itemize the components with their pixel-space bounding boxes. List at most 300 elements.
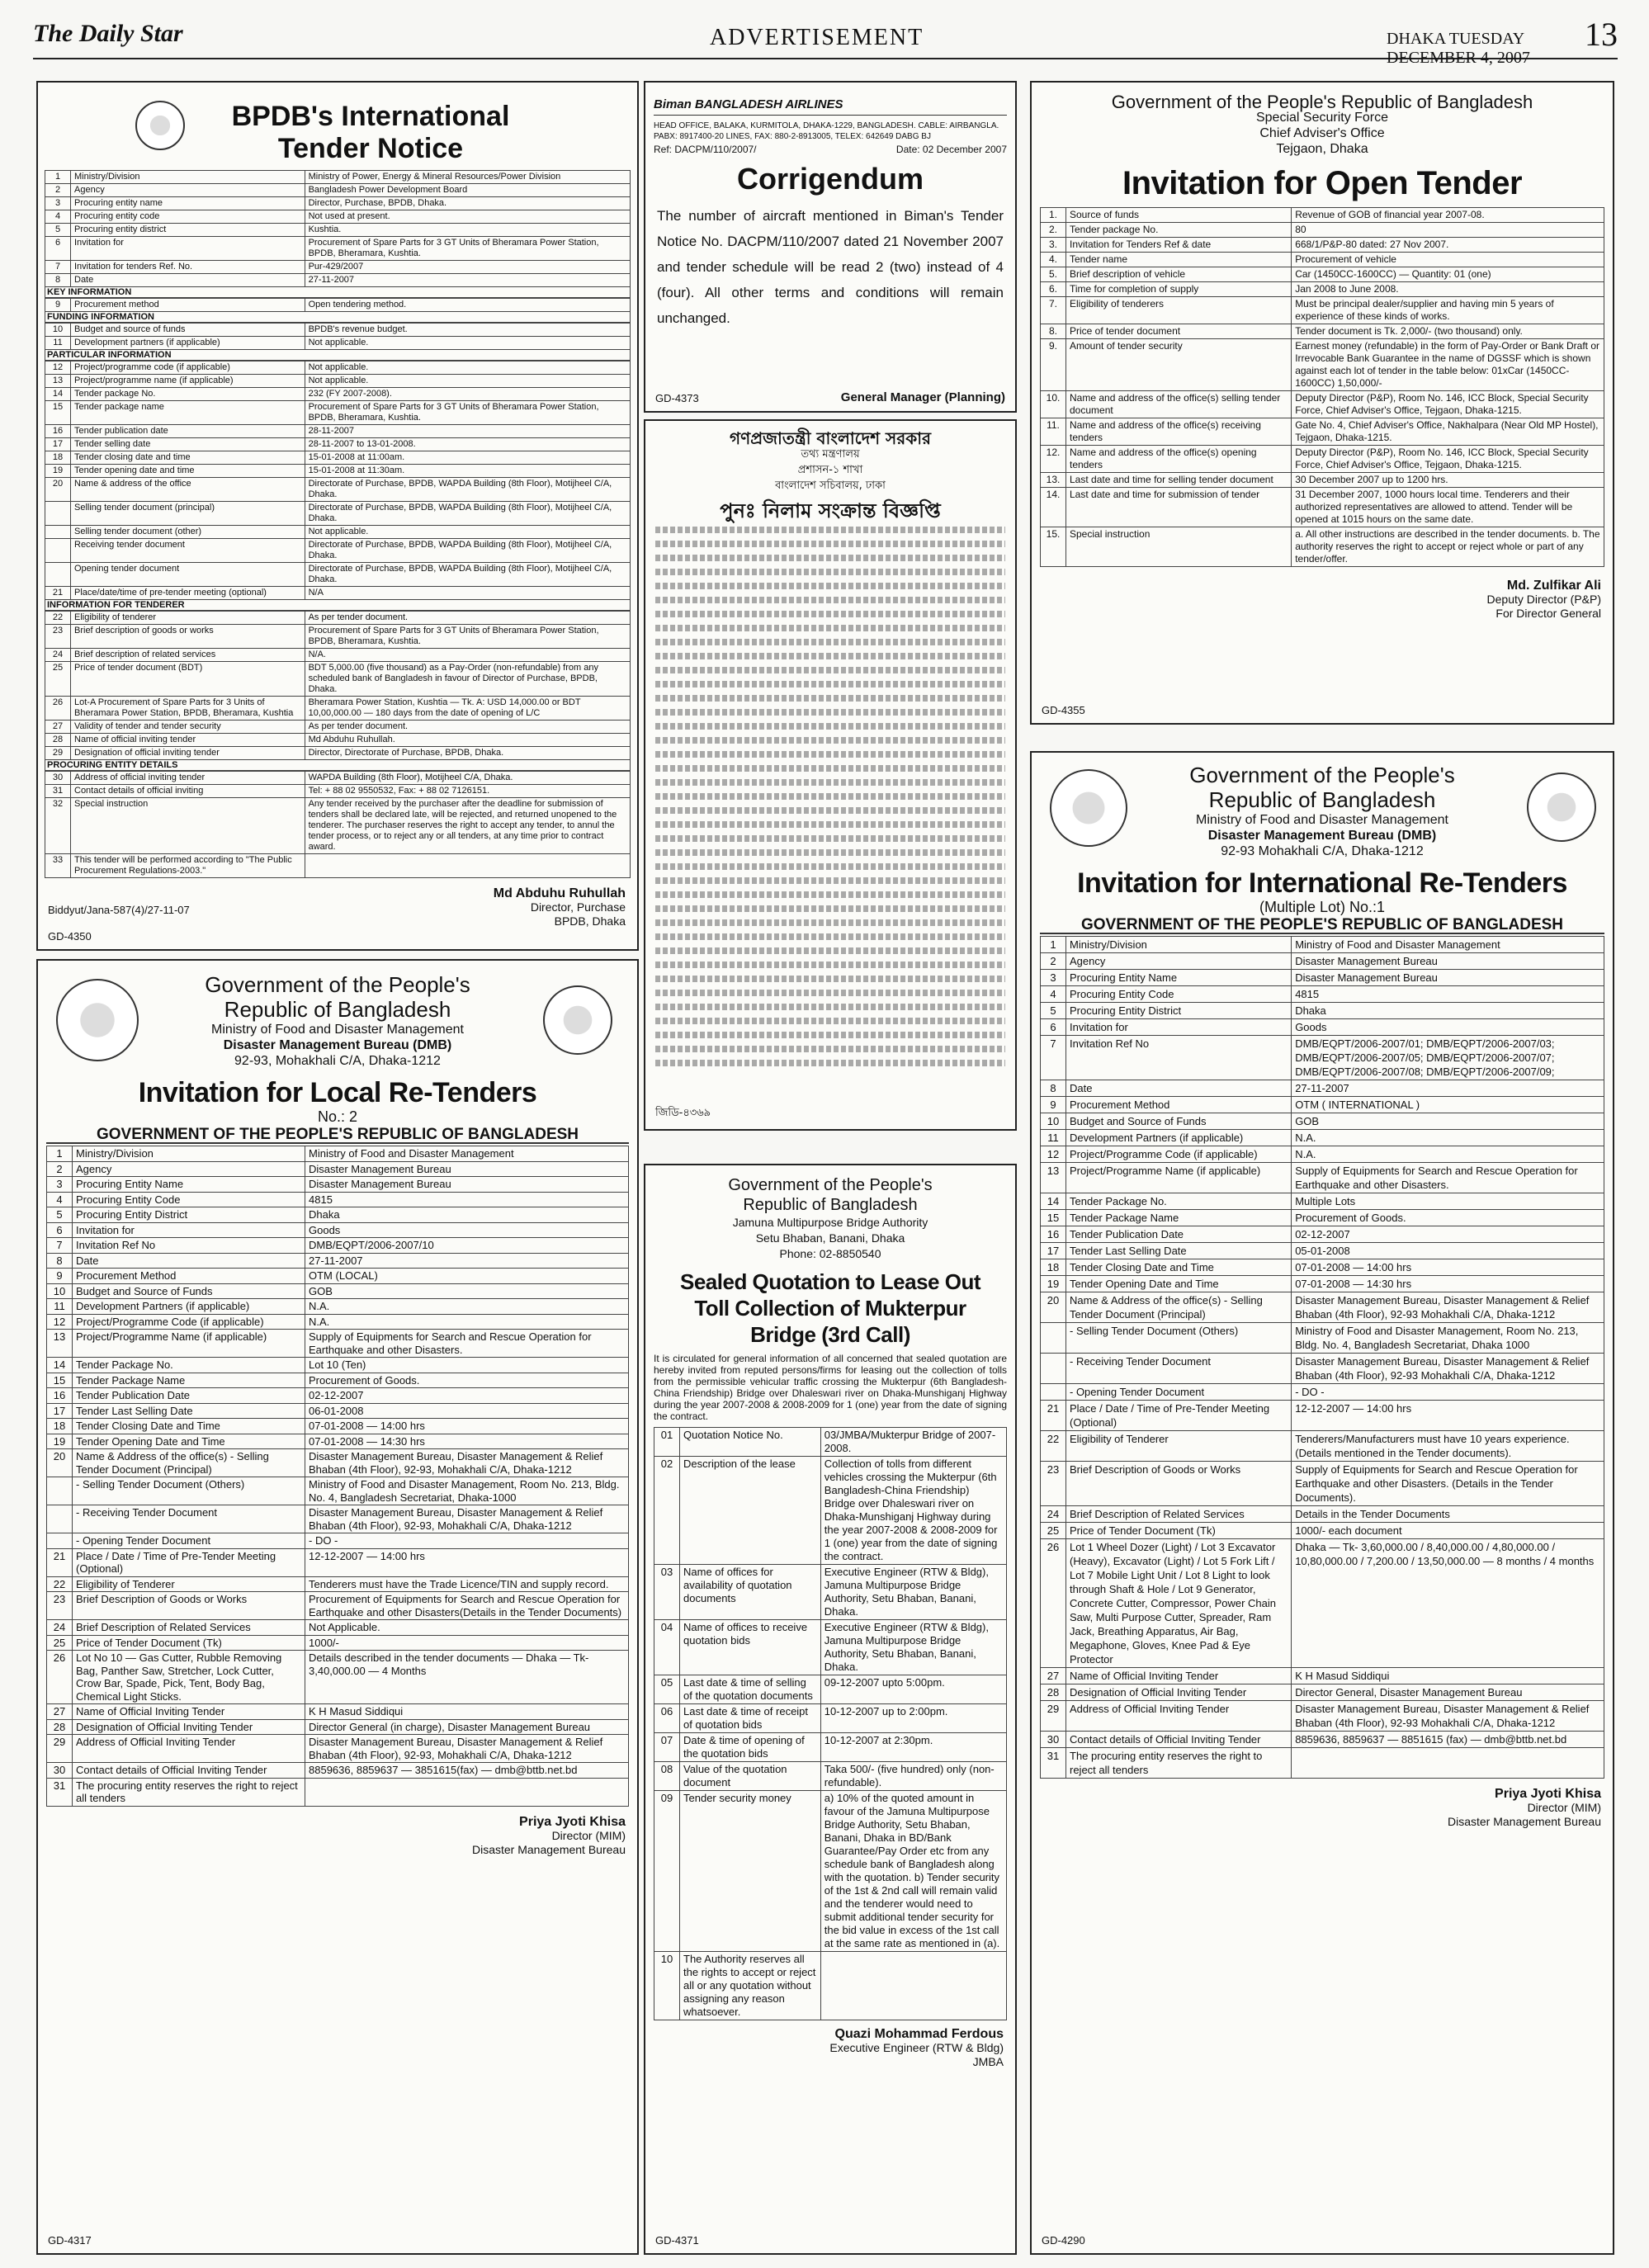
- table-row: [45, 197, 631, 210]
- row-value: Executive Engineer (RTW & Bldg), Jamuna Multipurpose Bridge Authority, Setu Bhaban, Banani, Dhaka.: [820, 1565, 1006, 1620]
- bpdb-ref: Biddyut/Jana-587(4)/27-11-07: [48, 904, 190, 916]
- row-number: 11: [45, 337, 71, 350]
- row-value: 15-01-2008 at 11:00am.: [305, 451, 630, 465]
- table-row: [1041, 208, 1604, 223]
- jamuna-quotation-ad: [644, 1164, 1017, 2255]
- row-number: 30: [1041, 1732, 1066, 1748]
- row-number: 2: [45, 184, 71, 197]
- row-number: 9.: [1041, 339, 1066, 391]
- biman-corrigendum-ad: [644, 81, 1017, 413]
- dmb-local-sig-org: Disaster Management Bureau: [472, 1842, 626, 1856]
- dmb-local-line-3: 92-93, Mohakhali C/A, Dhaka-1212: [234, 1054, 441, 1068]
- row-number: 32: [45, 798, 71, 854]
- table-row: [45, 734, 631, 747]
- row-number: 10: [45, 324, 71, 337]
- row-label: Tender publication date: [71, 425, 305, 438]
- table-row: [1041, 282, 1604, 297]
- row-number: 16: [45, 425, 71, 438]
- row-number: 8: [47, 1253, 73, 1269]
- table-row: [1041, 1163, 1604, 1193]
- row-value: Tender document is Tk. 2,000/- (two thousand) only.: [1292, 324, 1604, 339]
- row-number: 1: [47, 1146, 73, 1162]
- table-row: [654, 1428, 1007, 1457]
- row-number: [1041, 1384, 1066, 1401]
- row-number: [47, 1533, 73, 1549]
- row-value: Not used at present.: [305, 210, 630, 224]
- row-label: Description of the lease: [680, 1457, 821, 1565]
- biman-date: Date: 02 December 2007: [895, 144, 1007, 155]
- row-number: 4.: [1041, 253, 1066, 267]
- row-value: 232 (FY 2007-2008).: [305, 388, 630, 401]
- jamuna-line-1: Jamuna Multipurpose Bridge Authority: [732, 1216, 928, 1229]
- table-row: [47, 1269, 629, 1284]
- dmb-local-signature: [38, 1815, 626, 1857]
- row-label: Tender Publication Date: [1066, 1226, 1292, 1243]
- row-value: 4815: [305, 1192, 629, 1207]
- row-number: 23: [45, 625, 71, 649]
- row-number: 14.: [1041, 488, 1066, 527]
- dmb-local-title-2: Republic of Bangladesh: [224, 997, 451, 1022]
- table-row: [1041, 1146, 1604, 1163]
- row-label: Invitation for: [73, 1222, 305, 1238]
- row-value: Disaster Management Bureau, Disaster Management & Relief Bhaban (4th Floor), 92-93 Mohakhali C/A, Dhaka-1212: [1292, 1354, 1604, 1384]
- row-value: BPDB's revenue budget.: [305, 324, 630, 337]
- row-value: As per tender document.: [305, 721, 630, 734]
- row-label: Name and address of the office(s) selling tender document: [1066, 391, 1292, 418]
- row-number: 7.: [1041, 297, 1066, 324]
- table-row: [45, 539, 631, 563]
- row-value: K H Masud Siddiqui: [305, 1704, 629, 1720]
- table-row: [45, 721, 631, 734]
- ssf-code: GD-4355: [1042, 704, 1085, 716]
- row-value: N.A.: [305, 1314, 629, 1330]
- row-label: Last date & time of selling of the quotation documents: [680, 1675, 821, 1704]
- bpdb-section-part: PARTICULAR INFORMATION: [45, 350, 631, 361]
- row-label: Eligibility of tenderers: [1066, 297, 1292, 324]
- bpdb-section-info: INFORMATION FOR TENDERER: [45, 600, 631, 611]
- row-value: Not applicable.: [305, 526, 630, 539]
- row-label: Name of offices to receive quotation bids: [680, 1620, 821, 1675]
- row-value: Procurement of Goods.: [1292, 1210, 1604, 1226]
- table-row: [47, 1735, 629, 1763]
- table-row: [45, 438, 631, 451]
- ssf-sig-name: Md. Zulfikar Ali: [1506, 579, 1601, 593]
- row-label: Project/programme name (if applicable): [71, 375, 305, 388]
- row-label: Agency: [71, 184, 305, 197]
- row-value: Disaster Management Bureau: [1292, 953, 1604, 970]
- row-value: Director, Purchase, BPDB, Dhaka.: [305, 197, 630, 210]
- row-label: - Opening Tender Document: [1066, 1384, 1292, 1401]
- row-value: 07-01-2008 — 14:00 hrs: [305, 1419, 629, 1434]
- row-number: 29: [47, 1735, 73, 1763]
- bpdb-title-2: Tender Notice: [277, 133, 464, 164]
- jamuna-line-2: Setu Bhaban, Banani, Dhaka: [755, 1231, 905, 1245]
- row-number: 11: [47, 1299, 73, 1315]
- table-row: [654, 1762, 1007, 1791]
- row-number: 4: [1041, 986, 1066, 1003]
- table-row: [47, 1192, 629, 1207]
- row-number: 25: [1041, 1523, 1066, 1539]
- row-number: 8: [1041, 1080, 1066, 1097]
- row-label: Brief description of related services: [71, 649, 305, 662]
- row-value: Ministry of Food and Disaster Management: [1292, 937, 1604, 953]
- row-label: Tender Package Name: [1066, 1210, 1292, 1226]
- row-number: 18: [1041, 1259, 1066, 1276]
- row-value: Director General (in charge), Disaster Management Bureau: [305, 1719, 629, 1735]
- row-number: 15: [1041, 1210, 1066, 1226]
- table-row: [45, 375, 631, 388]
- row-label: Procurement method: [71, 299, 305, 312]
- row-label: Invitation for tenders Ref. No.: [71, 261, 305, 274]
- row-value: 05-01-2008: [1292, 1243, 1604, 1259]
- row-number: 1: [1041, 937, 1066, 953]
- bangla-line-2: প্রশাসন-১ শাখা: [797, 464, 863, 476]
- row-label: Brief description of goods or works: [71, 625, 305, 649]
- row-value: Ministry of Power, Energy & Mineral Resources/Power Division: [305, 171, 630, 184]
- table-row: [47, 1146, 629, 1162]
- row-number: 12: [47, 1314, 73, 1330]
- row-label: Name and address of the office(s) opening tenders: [1066, 446, 1292, 473]
- table-row: [1041, 473, 1604, 488]
- row-label: Contact details of official inviting: [71, 785, 305, 798]
- issue-date: DHAKA TUESDAY DECEMBER 4, 2007: [1387, 30, 1530, 67]
- row-number: 14: [45, 388, 71, 401]
- table-row: [47, 1576, 629, 1592]
- table-row: [47, 1434, 629, 1449]
- dmb-intl-title-1: Government of the People's: [1189, 763, 1455, 787]
- table-row: [45, 184, 631, 197]
- row-number: 20: [1041, 1292, 1066, 1323]
- table-row: [1041, 446, 1604, 473]
- row-value: N.A.: [305, 1299, 629, 1315]
- row-value: OTM (LOCAL): [305, 1269, 629, 1284]
- table-row: [654, 1733, 1007, 1762]
- table-row: [47, 1222, 629, 1238]
- row-label: Procuring Entity Code: [73, 1192, 305, 1207]
- bangla-title: গণপ্রজাতন্ত্রী বাংলাদেশ সরকার: [730, 428, 931, 448]
- row-label: Eligibility of Tenderer: [1066, 1431, 1292, 1462]
- row-value: N/A: [305, 587, 630, 600]
- bangla-code: জিডি-৪৩৬৯: [655, 1107, 711, 1119]
- row-value: 12-12-2007 — 14:00 hrs: [305, 1548, 629, 1576]
- row-value: Directorate of Purchase, BPDB, WAPDA Building (8th Floor), Motijheel C/A, Dhaka.: [305, 539, 630, 563]
- row-value: Collection of tolls from different vehicles crossing the Mukterpur (6th Bangladesh-China Friendship) Bridge over Dhaleswari river on Dhaka-Munshiganj Highway during the year 2007-2008 & 2008-2009 for 1 (one) year from the date of signing the contract.: [820, 1457, 1006, 1565]
- table-row: [45, 388, 631, 401]
- row-label: Tender Package No.: [1066, 1193, 1292, 1210]
- row-number: 9: [47, 1269, 73, 1284]
- row-label: Lot 1 Wheel Dozer (Light) / Lot 3 Excavator (Heavy), Excavator (Light) / Lot 5 Fork Lift / Lot 7 Mobile Light Unit / Lot 8 Light to look through Shaft & Hole / Lot 9 Generator, Concrete Cutter, Compressor, Power Chain Saw, Multi Purpose Cutter, Spreader, Ram Jack, Breathing Apparatus, Air Bag, Megaphone, Gloves, Knee Pad & Eye Protector: [1066, 1539, 1292, 1668]
- row-number: 24: [45, 649, 71, 662]
- row-label: Special instruction: [1066, 527, 1292, 567]
- row-value: 8859636, 8859637 — 8851615 (fax) — dmb@bttb.net.bd: [1292, 1732, 1604, 1748]
- ssf-line-3: Tejgaon, Dhaka: [1276, 142, 1368, 156]
- row-label: Time for completion of supply: [1066, 282, 1292, 297]
- row-value: K H Masud Siddiqui: [1292, 1668, 1604, 1684]
- table-row: [45, 563, 631, 587]
- row-label: Place / Date / Time of Pre-Tender Meeting (Optional): [1066, 1401, 1292, 1431]
- row-value: Bangladesh Power Development Board: [305, 184, 630, 197]
- table-row: [1041, 1506, 1604, 1523]
- table-row: [1041, 1684, 1604, 1701]
- table-row: [47, 1620, 629, 1636]
- row-number: 22: [45, 612, 71, 625]
- table-row: [1041, 223, 1604, 238]
- row-number: [1041, 1354, 1066, 1384]
- row-value: Procurement of Equipments for Search and Rescue Operation for Earthquake and other Disasters(Details in the Tender Documents): [305, 1592, 629, 1620]
- row-value: Revenue of GOB of financial year 2007-08.: [1292, 208, 1604, 223]
- row-label: Lot No 10 — Gas Cutter, Rubble Removing Bag, Panther Saw, Stretcher, Lock Cutter, Crow Bar, Spade, Pick, Tent, Body Bag, Chemical Light Sticks.: [73, 1651, 305, 1704]
- row-number: 13: [1041, 1163, 1066, 1193]
- page-number: 13: [1585, 16, 1618, 53]
- table-row: [45, 261, 631, 274]
- row-number: 21: [45, 587, 71, 600]
- row-number: 26: [47, 1651, 73, 1704]
- row-label: Tender package No.: [1066, 223, 1292, 238]
- biman-ref: Ref: DACPM/110/2007/: [654, 144, 757, 155]
- row-value: 07-01-2008 — 14:00 hrs: [1292, 1259, 1604, 1276]
- table-row: [47, 1651, 629, 1704]
- row-label: Tender Opening Date and Time: [73, 1434, 305, 1449]
- ssf-table: [1040, 207, 1604, 567]
- row-value: 07-01-2008 — 14:30 hrs: [305, 1434, 629, 1449]
- row-number: 6: [1041, 1019, 1066, 1036]
- row-label: Procuring entity name: [71, 197, 305, 210]
- row-label: Procuring entity code: [71, 210, 305, 224]
- row-number: [1041, 1323, 1066, 1354]
- table-row: [45, 337, 631, 350]
- table-row: [654, 1675, 1007, 1704]
- row-label: Name of Official Inviting Tender: [1066, 1668, 1292, 1684]
- bpdb-section-key: KEY INFORMATION: [45, 287, 631, 298]
- bangla-line-3: বাংলাদেশ সচিবালয়, ঢাকা: [775, 480, 886, 492]
- table-row: [1041, 1019, 1604, 1036]
- row-number: 26: [1041, 1539, 1066, 1668]
- row-value: Gate No. 4, Chief Adviser's Office, Nakhalpara (Near Old MP Hostel), Tejgaon, Dhaka-1215.: [1292, 418, 1604, 446]
- row-label: Name of offices for availability of quotation documents: [680, 1565, 821, 1620]
- row-label: Quotation Notice No.: [680, 1428, 821, 1457]
- row-number: 10.: [1041, 391, 1066, 418]
- bpdb-sig-title: Director, Purchase: [530, 900, 626, 914]
- row-number: 16: [47, 1388, 73, 1404]
- row-number: 14: [1041, 1193, 1066, 1210]
- dmb-logo-icon: [543, 985, 612, 1055]
- row-number: 13.: [1041, 473, 1066, 488]
- row-label: Lot-A Procurement of Spare Parts for 3 Units of Bheramara Power Station, BPDB, Bheramara, Kushtia: [71, 697, 305, 721]
- table-row: [1041, 937, 1604, 953]
- table-row: [47, 1704, 629, 1720]
- row-value: Directorate of Purchase, BPDB, WAPDA Building (8th Floor), Motijheel C/A, Dhaka.: [305, 563, 630, 587]
- row-label: Procurement Method: [73, 1269, 305, 1284]
- dmb-intl-sig-title: Director (MIM): [1527, 1801, 1601, 1814]
- dmb-intl-gov: GOVERNMENT OF THE PEOPLE'S REPUBLIC OF BANGLADESH: [1040, 917, 1604, 934]
- row-number: [45, 539, 71, 563]
- ssf-signature: [1032, 579, 1601, 621]
- row-value: BDT 5,000.00 (five thousand) as a Pay-Order (non-refundable) from any scheduled bank of Bangladesh in favour of Director of Purchase, BPDB, Dhaka.: [305, 662, 630, 697]
- row-label: Amount of tender security: [1066, 339, 1292, 391]
- row-label: Development Partners (if applicable): [1066, 1130, 1292, 1146]
- bangla-line-1: তথ্য মন্ত্রণালয়: [801, 448, 860, 461]
- bpdb-code: GD-4350: [48, 930, 92, 943]
- row-number: 2: [1041, 953, 1066, 970]
- table-row: [45, 478, 631, 502]
- row-label: Invitation for: [71, 237, 305, 261]
- row-number: 6.: [1041, 282, 1066, 297]
- table-row: [654, 1620, 1007, 1675]
- row-label: Development Partners (if applicable): [73, 1299, 305, 1315]
- row-label: Address of Official Inviting Tender: [1066, 1701, 1292, 1732]
- table-row: [47, 1330, 629, 1358]
- table-row: [1041, 1243, 1604, 1259]
- dmb-intl-number: (Multiple Lot) No.:1: [1259, 899, 1386, 915]
- row-number: 9: [45, 299, 71, 312]
- row-label: Tender Last Selling Date: [73, 1403, 305, 1419]
- row-label: Selling tender document (other): [71, 526, 305, 539]
- row-label: Procuring Entity Name: [73, 1177, 305, 1193]
- row-label: Ministry/Division: [1066, 937, 1292, 953]
- bpdb-logo-icon: [135, 101, 185, 150]
- row-label: Invitation Ref No: [73, 1238, 305, 1254]
- jamuna-code: GD-4371: [655, 2234, 699, 2247]
- row-label: Price of Tender Document (Tk): [73, 1635, 305, 1651]
- table-row: [1041, 1523, 1604, 1539]
- row-value: Deputy Director (P&P), Room No. 146, ICC Block, Special Security Force, Chief Adviser's Office, Tejgaon, Dhaka-1215.: [1292, 446, 1604, 473]
- biman-ref-row: [654, 144, 1007, 155]
- row-value: Disaster Management Bureau, Disaster Management & Relief Bhaban (4th Floor), 92-93, Mohakhali C/A, Dhaka-1212: [305, 1449, 629, 1477]
- row-value: Procurement of Spare Parts for 3 GT Units of Bheramara Power Station, BPDB, Bheramara, Kushtia.: [305, 237, 630, 261]
- row-number: 3: [1041, 970, 1066, 986]
- table-row: [1041, 1130, 1604, 1146]
- row-label: Place / Date / Time of Pre-Tender Meeting (Optional): [73, 1548, 305, 1576]
- biman-phone: PABX: 8917400-20 LINES, FAX: 880-2-8913005, TELEX: 642649 DABG BJ: [654, 132, 931, 141]
- table-row: [47, 1299, 629, 1315]
- row-label: - Receiving Tender Document: [73, 1505, 305, 1533]
- table-row: [45, 401, 631, 425]
- dmb-intl-sig-name: Priya Jyoti Khisa: [1495, 1787, 1601, 1801]
- table-row: [654, 1565, 1007, 1620]
- dmb-intl-line-3: 92-93 Mohakhali C/A, Dhaka-1212: [1221, 844, 1424, 858]
- dmb-intl-table: [1040, 936, 1604, 1779]
- dmb-logo-icon: [1527, 773, 1596, 842]
- row-number: 05: [654, 1675, 680, 1704]
- row-number: [45, 563, 71, 587]
- row-label: Contact details of Official Inviting Tender: [1066, 1732, 1292, 1748]
- dmb-local-line-1: Ministry of Food and Disaster Management: [211, 1023, 464, 1037]
- row-number: 7: [47, 1238, 73, 1254]
- row-value: Pur-429/2007: [305, 261, 630, 274]
- jamuna-heading-3: Bridge (3rd Call): [750, 1322, 910, 1347]
- row-number: 07: [654, 1733, 680, 1762]
- table-row: [1041, 391, 1604, 418]
- table-row: [1041, 418, 1604, 446]
- row-label: Procuring Entity Name: [1066, 970, 1292, 986]
- ssf-line-2: Chief Adviser's Office: [1259, 126, 1385, 140]
- row-value: 02-12-2007: [305, 1388, 629, 1404]
- row-value: Goods: [305, 1222, 629, 1238]
- row-number: 14: [47, 1358, 73, 1373]
- row-label: - Receiving Tender Document: [1066, 1354, 1292, 1384]
- row-number: 20: [45, 478, 71, 502]
- ssf-open-tender-ad: [1030, 81, 1614, 725]
- table-row: [1041, 1701, 1604, 1732]
- row-value: 27-11-2007: [1292, 1080, 1604, 1097]
- row-number: 10: [1041, 1113, 1066, 1130]
- row-number: 31: [47, 1778, 73, 1806]
- row-value: 12-12-2007 — 14:00 hrs: [1292, 1401, 1604, 1431]
- row-label: Designation of Official Inviting Tender: [1066, 1684, 1292, 1701]
- row-label: Tender name: [1066, 253, 1292, 267]
- row-value: Details described in the tender documents — Dhaka — Tk- 3,40,000.00 — 4 Months: [305, 1651, 629, 1704]
- table-row: [654, 1704, 1007, 1733]
- row-value: Supply of Equipments for Search and Rescue Operation for Earthquake and other Disasters. (Details in the Tender Documents).: [1292, 1462, 1604, 1506]
- table-row: [1041, 970, 1604, 986]
- row-value: a) 10% of the quoted amount in favour of the Jamuna Multipurpose Bridge Authority, Setu Bhaban, Banani, Dhaka in BD/Bank Guarantee/Pay Order etc from any schedule bank of Bangladesh along with the quotation. b) Tender security of the 1st & 2nd call will remain valid and the tenderer would need to submit additional tender security for the bid value in excess of the 1st call at the same rate as mentioned in (a).: [820, 1791, 1006, 1952]
- row-number: 5: [47, 1207, 73, 1223]
- row-label: Project/Programme Code (if applicable): [1066, 1146, 1292, 1163]
- row-value: 668/1/P&P-80 dated: 27 Nov 2007.: [1292, 238, 1604, 253]
- row-value: 10-12-2007 at 2:30pm.: [820, 1733, 1006, 1762]
- row-label: Procuring entity district: [71, 224, 305, 237]
- row-value: [1292, 1748, 1604, 1779]
- row-label: Budget and Source of Funds: [73, 1283, 305, 1299]
- row-number: 12.: [1041, 446, 1066, 473]
- row-number: 02: [654, 1457, 680, 1565]
- row-number: 04: [654, 1620, 680, 1675]
- table-row: [1041, 1323, 1604, 1354]
- row-value: 06-01-2008: [305, 1403, 629, 1419]
- bangladesh-govt-seal-icon: [1050, 769, 1127, 847]
- table-row: [47, 1388, 629, 1404]
- row-label: Designation of official inviting tender: [71, 747, 305, 760]
- row-number: 9: [1041, 1097, 1066, 1113]
- row-number: 31: [1041, 1748, 1066, 1779]
- row-number: 27: [45, 721, 71, 734]
- table-row: [1041, 1354, 1604, 1384]
- row-label: Designation of Official Inviting Tender: [73, 1719, 305, 1735]
- bpdb-tender-ad: [36, 81, 639, 951]
- row-label: Address of official inviting tender: [71, 772, 305, 785]
- row-value: [305, 1778, 629, 1806]
- table-row: [45, 747, 631, 760]
- table-row: [47, 1449, 629, 1477]
- dmb-local-tender-ad: [36, 959, 639, 2255]
- row-number: 27: [47, 1704, 73, 1720]
- row-label: Procuring Entity District: [1066, 1003, 1292, 1019]
- table-row: [45, 224, 631, 237]
- row-number: 8: [45, 274, 71, 287]
- table-row: [1041, 1259, 1604, 1276]
- row-number: 21: [1041, 1401, 1066, 1431]
- table-row: [1041, 324, 1604, 339]
- row-label: Tender security money: [680, 1791, 821, 1952]
- row-value: Disaster Management Bureau, Disaster Management & Relief Bhaban (4th Floor), 92-93 Mohakhali C/A, Dhaka-1212: [1292, 1292, 1604, 1323]
- row-label: - Selling Tender Document (Others): [1066, 1323, 1292, 1354]
- ssf-sig-org: For Director General: [1495, 607, 1601, 620]
- row-label: Tender Closing Date and Time: [73, 1419, 305, 1434]
- row-value: Executive Engineer (RTW & Bldg), Jamuna Multipurpose Bridge Authority, Setu Bhaban, Banani, Dhaka.: [820, 1620, 1006, 1675]
- row-label: Invitation for: [1066, 1019, 1292, 1036]
- table-row: [654, 1791, 1007, 1952]
- row-number: 17: [47, 1403, 73, 1419]
- row-value: Md Abduhu Ruhullah.: [305, 734, 630, 747]
- row-number: 15: [45, 401, 71, 425]
- row-label: Budget and Source of Funds: [1066, 1113, 1292, 1130]
- row-number: 18: [45, 451, 71, 465]
- row-number: 16: [1041, 1226, 1066, 1243]
- row-value: GOB: [305, 1283, 629, 1299]
- row-value: Jan 2008 to June 2008.: [1292, 282, 1604, 297]
- row-label: Procurement Method: [1066, 1097, 1292, 1113]
- row-number: 30: [45, 772, 71, 785]
